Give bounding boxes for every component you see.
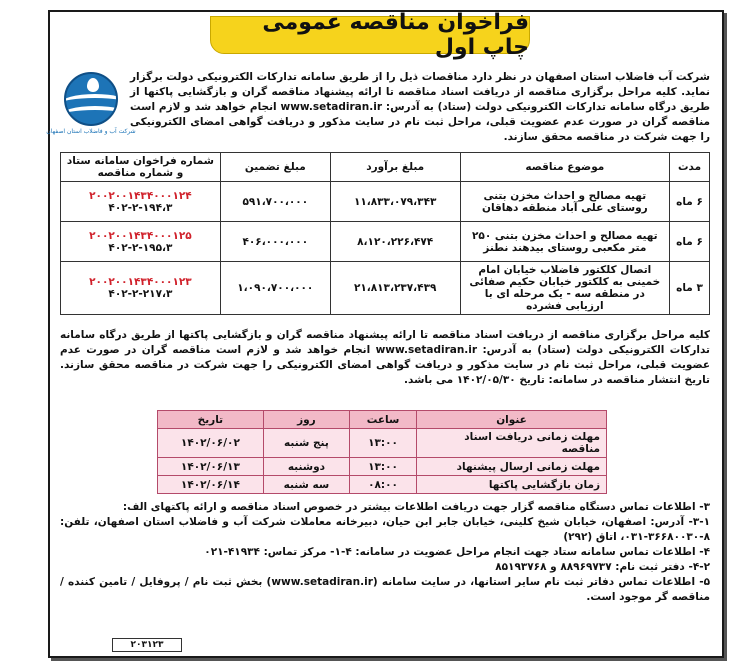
contact-line: ۴- اطلاعات تماس سامانه ستاد جهت انجام مراحل عضویت در سامانه: ۴-۱- مرکز تماس: ۴۱۹۳۴-۰۲۱: [204, 546, 710, 558]
table-row: [158, 458, 607, 476]
cell-estimate: ۲۱،۸۱۳،۲۳۷،۴۳۹: [330, 262, 460, 315]
contact-line: ۳-۱- آدرس: اصفهان، خیابان شیخ کلینی، خیابان جابر ابن حیان، دبیرخانه معاملات شرکت آب و فاضلاب استان اصفهان، تلفن: ۸-۳۶۶۸۰۰۳۰-۰۳۱، اتاق (۲۹۲): [60, 516, 710, 543]
contact-line: ۳- اطلاعات تماس دستگاه مناقصه گزار جهت دریافت اطلاعات بیشتر در خصوص اسناد مناقصه و ارائه پاکتهای الف:: [122, 501, 710, 513]
cell-title: مهلت زمانی ارسال پیشنهاد: [417, 458, 607, 476]
process-paragraph: کلیه مراحل برگزاری مناقصه از دریافت اسناد مناقصه تا ارائه پیشنهاد مناقصه گران و بازگشایی پاکتها از طریق درگاه سامانه تدارکات الکترونیکی دولت (ستاد) به آدرس: www.setadiran.ir انجام خواهد شد و لازم است مناقصه گران در صورت عدم عضویت قبلی، مراحل ثبت نام در سایت مذکور و دریافت گواهی امضای الکترونیکی را جهت شرکت در مناقصه محقق سازند. تاریخ انتشار مناقصه در سامانه: تاریخ ۱۴۰۲/۰۵/۳۰ می باشد.: [60, 329, 710, 386]
cell-guarantee: ۱،۰۹۰،۷۰۰،۰۰۰: [220, 262, 330, 315]
col-duration: مدت: [670, 153, 710, 182]
seta-code: ۲۰۰۲۰۰۱۴۳۴۰۰۰۱۲۴: [89, 189, 192, 202]
tender-number: ۴۰۲-۲-۱۹۴،۳: [108, 201, 173, 214]
schedule-table: [157, 410, 607, 494]
water-drop-icon: [64, 72, 118, 126]
cell-subject: اتصال کلکتور فاضلاب خیابان امام خمینی به کلکتور خیابان حکیم صفائی در منطقه سه - یک مرحله ای با ارزیابی فشرده: [460, 262, 669, 315]
cell-time: ۱۳:۰۰: [350, 429, 417, 458]
logo-caption: شرکت آب و فاضلاب استان اصفهان: [46, 128, 136, 135]
contact-line: ۴-۲- دفتر ثبت نام: ۸۸۹۶۹۷۳۷ و ۸۵۱۹۳۷۶۸: [495, 561, 710, 573]
cell-date: ۱۴۰۲/۰۶/۱۴: [158, 476, 264, 494]
notice-title: فراخوان مناقصه عمومی چاپ اول: [210, 16, 530, 54]
cell-estimate: ۱۱،۸۳۳،۰۷۹،۳۴۳: [330, 182, 460, 222]
cell-duration: ۳ ماه: [670, 262, 710, 315]
cell-title: مهلت زمانی دریافت اسناد مناقصه: [417, 429, 607, 458]
org-name: شرکت آب فاضلاب استان اصفهان: [535, 71, 711, 83]
table-row: [158, 429, 607, 458]
tender-notice: [48, 10, 724, 658]
cell-guarantee: ۵۹۱،۷۰۰،۰۰۰: [220, 182, 330, 222]
cell-day: پنج شنبه: [263, 429, 349, 458]
seta-code: ۲۰۰۲۰۰۱۴۳۴۰۰۰۱۲۵: [89, 229, 192, 242]
cell-duration: ۶ ماه: [670, 182, 710, 222]
col-time: ساعت: [350, 411, 417, 429]
cell-duration: ۶ ماه: [670, 222, 710, 262]
col-day: روز: [263, 411, 349, 429]
table-row: [61, 222, 710, 262]
col-number: شماره فراخوان سامانه ستاد و شماره مناقصه: [61, 153, 221, 182]
cell-number: [61, 222, 221, 262]
cell-date: ۱۴۰۲/۰۶/۰۲: [158, 429, 264, 458]
table-row: [158, 476, 607, 494]
cell-subject: تهیه مصالح و احداث مخزن بتنی روستای علی آباد منطقه دهاقان: [460, 182, 669, 222]
ad-code: ۲۰۳۱۲۳: [112, 638, 182, 652]
cell-guarantee: ۴۰۶،۰۰۰،۰۰۰: [220, 222, 330, 262]
cell-estimate: ۸،۱۲۰،۲۲۶،۴۷۴: [330, 222, 460, 262]
cell-date: ۱۴۰۲/۰۶/۱۳: [158, 458, 264, 476]
col-title: عنوان: [417, 411, 607, 429]
cell-subject: تهیه مصالح و احداث مخزن بتنی ۲۵۰ متر مکعبی روستای بیدهند نطنز: [460, 222, 669, 262]
col-estimate: مبلغ برآورد: [330, 153, 460, 182]
cell-day: سه شنبه: [263, 476, 349, 494]
tender-number: ۴۰۲-۲-۱۹۵،۳: [108, 241, 173, 254]
table-row: [61, 262, 710, 315]
contact-line: ۵- اطلاعات تماس دفاتر ثبت نام سایر استانها، در سایت سامانه (www.setadiran.ir) بخش ثبت نام / پروفایل / تامین کننده / مناقصه گر موجود است.: [60, 576, 711, 603]
col-date: تاریخ: [158, 411, 264, 429]
intro-paragraph: [130, 70, 710, 145]
seta-code: ۲۰۰۲۰۰۱۴۳۴۰۰۰۱۲۳: [89, 276, 192, 288]
table-header-row: [158, 411, 607, 429]
cell-time: ۱۳:۰۰: [350, 458, 417, 476]
org-logo: [46, 72, 136, 140]
cell-time: ۰۸:۰۰: [350, 476, 417, 494]
cell-number: [61, 262, 221, 315]
cell-number: [61, 182, 221, 222]
table-header-row: [61, 153, 710, 182]
tender-table: [60, 152, 710, 315]
intro-text: در نظر دارد مناقصات ذیل را از طریق سامانه تدارکات الکترونیکی دولت برگزار نماید. کلیه مراحل برگزاری مناقصه از دریافت اسناد مناقصه تا ارائه پیشنهاد مناقصه گران و بازگشایی پاکتها از طریق درگاه سامانه تدارکات الکترونیکی دولت (ستاد) به آدرس: www.setadiran.ir انجام خواهد شد و لازم است مناقصه گران در صورت عدم عضویت قبلی، مراحل ثبت نام در سایت مذکور و دریافت گواهی امضای الکترونیکی را جهت شرکت در مناقصه محقق سازند.: [130, 71, 710, 143]
col-guarantee: مبلغ تضمین: [220, 153, 330, 182]
col-subject: موضوع مناقصه: [460, 153, 669, 182]
tender-number: ۴۰۲-۲-۲۱۷،۳: [108, 288, 173, 300]
cell-title: زمان بازگشایی پاکتها: [417, 476, 607, 494]
contact-section: [60, 500, 710, 605]
table-row: [61, 182, 710, 222]
cell-day: دوشنبه: [263, 458, 349, 476]
